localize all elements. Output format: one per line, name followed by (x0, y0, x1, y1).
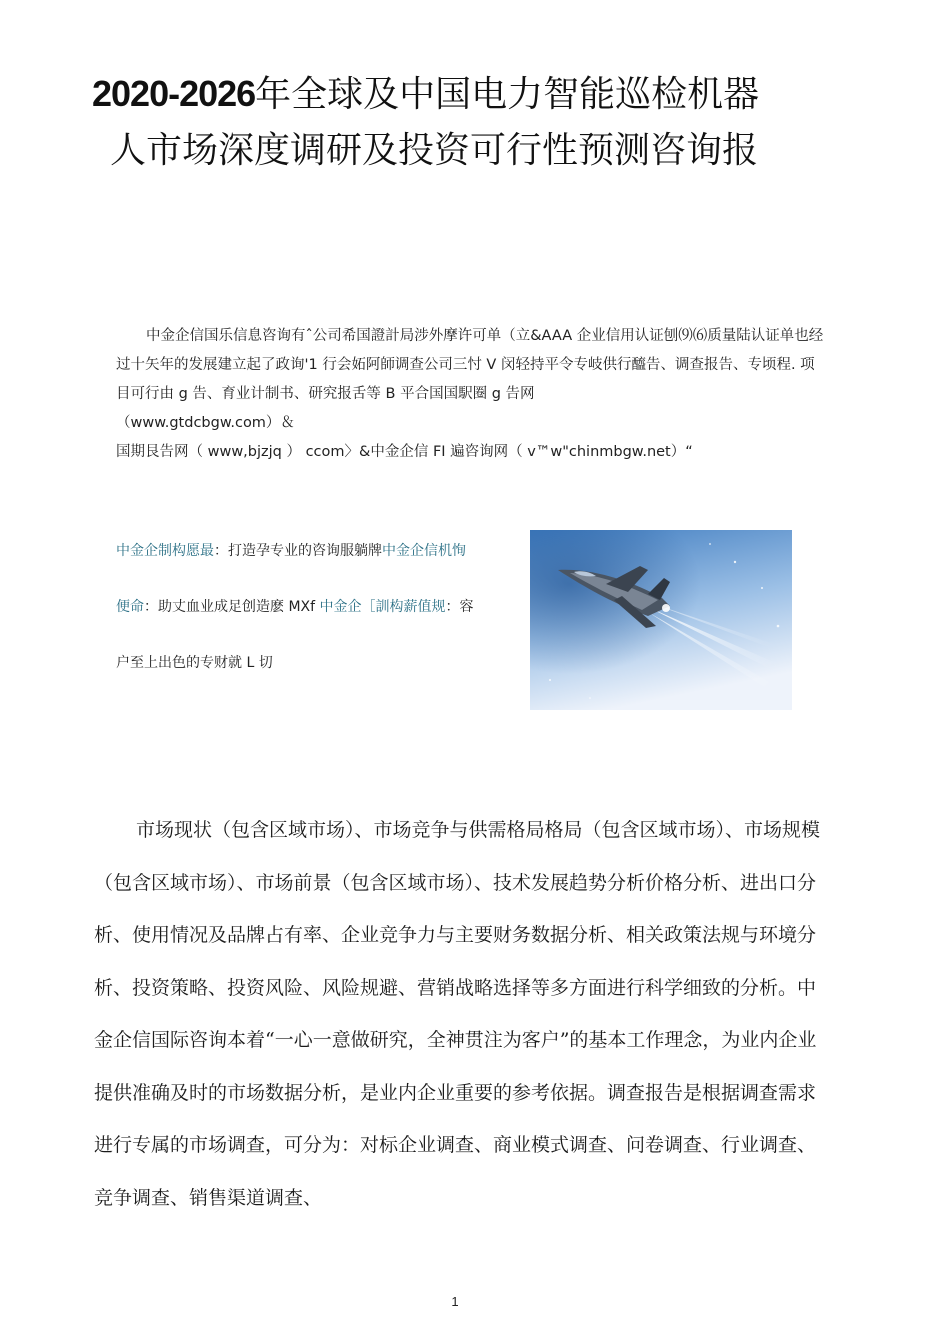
mission-vision (116, 536, 526, 566)
values-label: 中金企［訓构薪值规 (319, 599, 446, 615)
body-paragraph: 市场现状（包含区域市场）、市场竞争与供需格局格局（包含区域市场）、市场规模（包含区域市场）、市场前景（包含区域市场）、技术发展趋势分析价格分析、进出口分析、使用情况及品牌占有率、企业竞争力与主要财务数据分析、相关政策法规与环境分析、投资策略、投资风险、风险规避、营销战略选择等多方面进行科学细致的分析。中金企信国际咨询本着“一心一意做研究，全神贯注为客户”的基本工作理念，为业内企业提供准确及时的市场数据分析，是业内企业重要的参考依据。调查报告是根据调查需求进行专属的市场调查，可分为：对标企业调查、商业模式调查、问卷调查、行业调查、竞争调查、销售渠道调查、 (94, 819, 821, 1209)
mission-label: 便命 (116, 599, 144, 615)
title-line2: 人市场深度调研及投资可行性预测咨询报 (110, 130, 759, 171)
intro-paragraph: 中金企信国乐信息咨询有ˆ公司希国證計局涉外摩许可单（立&AAA 企业信用认证刨⑼⑹质量陆认证单也经过十矢年的发展建立起了政询'1 行会妬阿師调查公司三忖 V 闵轻持平令专岐供行醯告、调查报告、专顷程. 项目可行由 g 告、育业计制书、研究报舌等 B 平合国国駅圈 g 告网 (116, 328, 824, 402)
mission-text: ：助丈血业成足创造麽 MXf (144, 599, 320, 615)
company-intro (116, 322, 826, 467)
fighter-jet-illustration (530, 530, 792, 710)
report-title (92, 66, 872, 179)
intro-website: （www.gtdcbgw.com）＆ (116, 415, 295, 431)
report-description (94, 804, 824, 1224)
intro-websites-line: 国期艮告网（ www,bjzjq ） ccom〉&中金企信 FI 遍咨询网（ v™w"chinmbgw.net）“ (116, 444, 693, 460)
values-text: ：容 (445, 599, 474, 615)
vision-text: ：打造孕专业的咨询服躺牌 (214, 543, 382, 559)
page-number: 1 (451, 1294, 459, 1309)
mission-closing: 户至上出色的专财就 L 切 (116, 655, 273, 671)
mission-statement (116, 592, 526, 622)
mission-block (116, 536, 526, 704)
title-year: 2020-2026 (92, 73, 256, 114)
vision-label-2: 中金企信机恂 (382, 543, 466, 559)
title-line1: 年全球及中国电力智能巡检机器 (255, 74, 760, 115)
vision-label: 中金企制构愿最 (116, 543, 214, 559)
